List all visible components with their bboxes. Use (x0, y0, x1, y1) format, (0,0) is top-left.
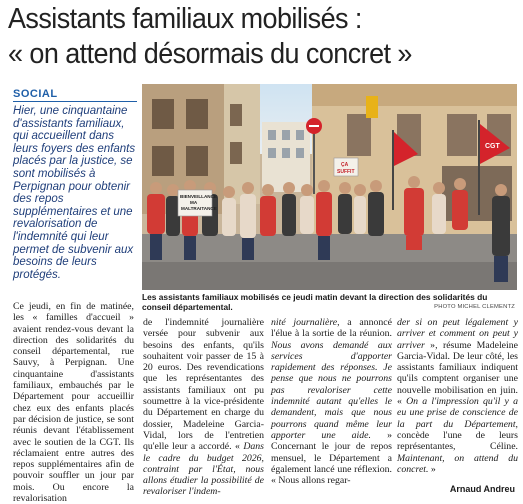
column-3-quote-1: nité journalière (271, 317, 338, 328)
article-column-2 (143, 317, 264, 497)
article-photo (142, 84, 517, 290)
svg-text:ÇA SUFFIT: ÇA SUFFIT (337, 162, 355, 175)
column-3-text-2: » Concernant le jour de repos mensuel, le Département a également lancé une réflexion. « Nous allons regar- (271, 429, 392, 487)
photo-credit: PHOTO MICHEL CLEMENTZ (434, 304, 515, 310)
column-1-text: Ce jeudi, en fin de matinée, les « familles d'accueil » avaient rendez-vous devant la direction des solidarités du conseil départemental, rue Sauvy, à Perpignan. Une cinquantaine d'assistants familiaux, embauchés par le Département pour accueillir chez eux des enfants placés par décision de justice, se sont réunis devant l'établissement avec le soutien de la CGT. Ils réclamaient entre autres des repos supplémentaires afin de pouvoir souffler un jour par mois. Ou encore la revalorisation (13, 301, 134, 504)
svg-text:BIENVEILLANCE MA M: BIENVEILLANCE MA MALTRAITANCE (180, 194, 218, 211)
column-4-text-3: » (428, 463, 436, 475)
column-3-text-1: , a annoncé l'élue à la sortie de la réunion. (271, 317, 392, 340)
flag-text: CGT (485, 143, 500, 150)
column-3-quote-2: Nous avons demandé aux services d'apporter rapidement des réponses. Je pense que nous ne pourrons pas revaloriser cette indemnité autant qu'elles le demandent, mais que nous pourrons quand même leur apporter une aide. (271, 339, 392, 441)
article-column-3 (271, 317, 392, 497)
article-column-4 (397, 317, 518, 487)
column-2-text: de l'indemnité journalière versée pour subvenir aux besoins des enfants, qu'ils souhaitent voir passer de 15 à 20 euros. Des revendications que les représentantes des assistants familiaux ont pu soumettre à la vice-présidente du Département en charge du dossier, Madeleine Garcia-Vidal, lors de l'entretien qu'elle leur a accordé. « (143, 317, 264, 453)
author-signature: Arnaud Andreu (449, 484, 515, 494)
headline-line-1: Assistants familiaux mobilisés : (8, 3, 362, 35)
photo-caption: Les assistants familiaux mobilisés ce jeudi matin devant la direction des solidarités du conseil départemental. (142, 292, 488, 312)
rubric-label: SOCIAL (13, 88, 58, 100)
headline (8, 2, 484, 72)
column-2-quote: Dans le cadre du budget 2026, contraint par l'État, nous allons étudier la possibilité de revaloriser l'indem- (143, 441, 264, 498)
rubric-rule (13, 101, 137, 102)
article-column-1 (13, 301, 134, 504)
column-4-text-2: , concède l'une de leurs représentantes, Céline. (397, 418, 518, 453)
column-4-text-1: », résume Madeleine Garcia-Vidal. De leur côté, les assistants familiaux indiquent qu'ils comptent organiser une nouvelle mobilisation en juin. « (397, 339, 518, 408)
lead-paragraph: Hier, une cinquantaine d'assistants familiaux, qui accueillent dans leurs foyers des enfants placés par la justice, se sont mobilisés à Perpignan pour obtenir des repos supplémentaires et une revalorisation de l'indemnité qui leur permet de subvenir aux besoins de leurs protégés. (13, 105, 136, 281)
headline-line-2: « on attend désormais du concret » (8, 38, 412, 70)
column-4-quote-3: Maintenant, on attend du concret. (397, 452, 518, 475)
column-4-quote-2: On a l'impression qu'il y a eu une prise de conscience de la part du Département (397, 396, 519, 430)
column-4-quote-1: der si on peut légalement y arriver et comment on peut y arriver (397, 317, 518, 351)
